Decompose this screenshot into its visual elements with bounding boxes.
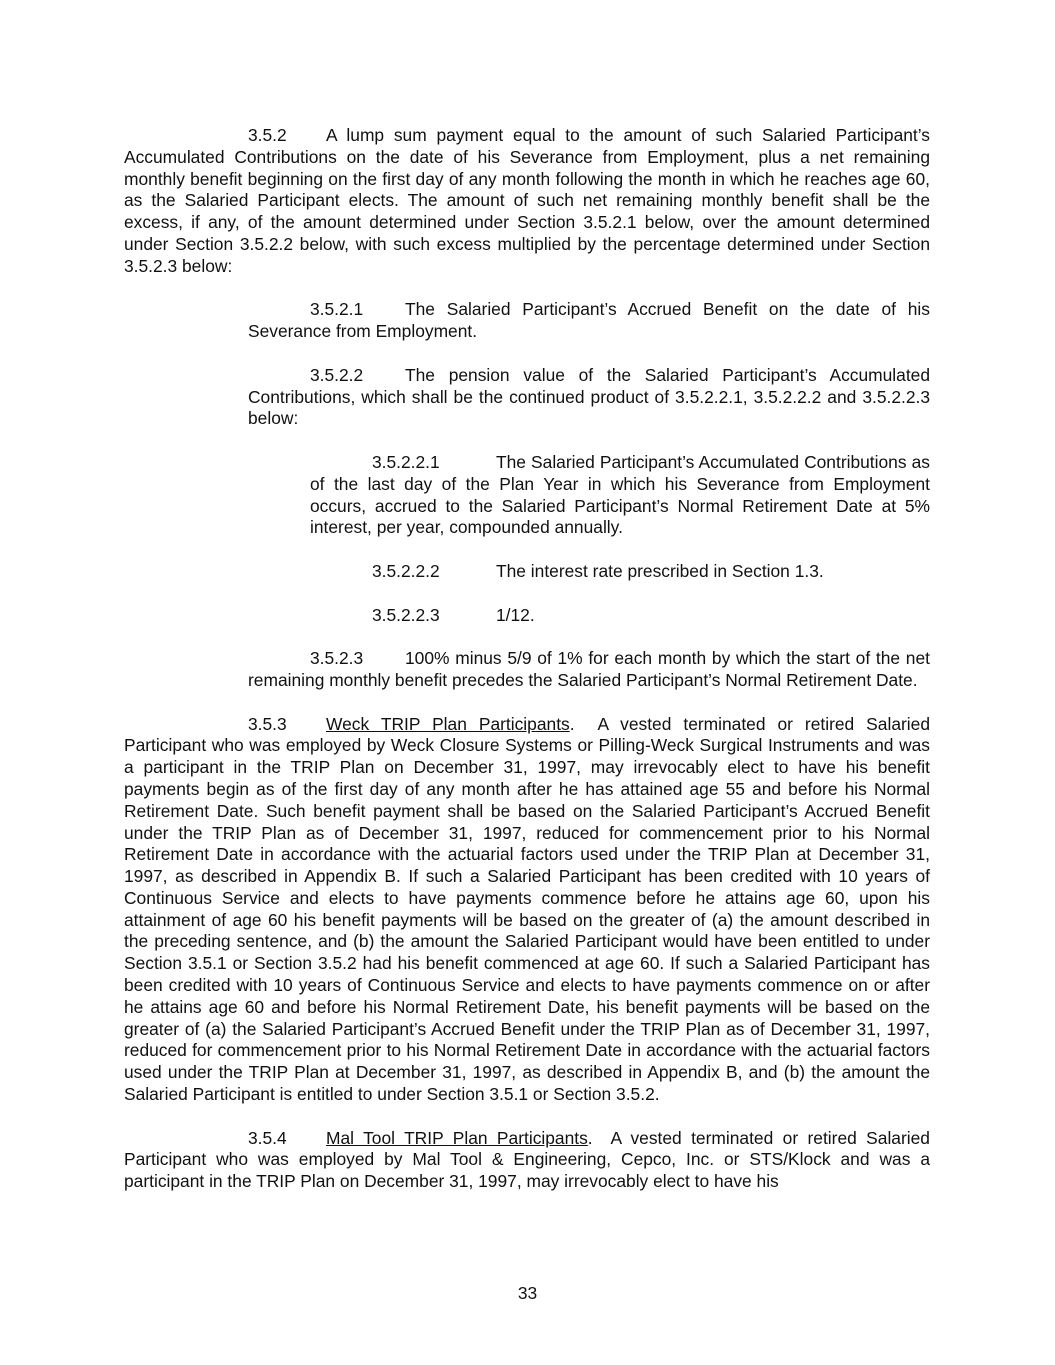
section-heading: Weck TRIP Plan Participants [326,713,570,734]
section-text: A vested terminated or retired Salaried Participant who was employed by Weck Closure Systems or Pilling-Weck Surgical Instruments and was a participant in the TRIP Plan on December 31, 1997, may irrevocably elect to have his benefit payments begin as of the first day of any month after he has attained age 55 and before his Normal Retirement Date. Such benefit payment shall be based on the Salaried Participant’s Accrued Benefit under the TRIP Plan as of December 31, 1997, reduced for commencement prior to his Normal Retirement Date in accordance with the actuarial factors used under the TRIP Plan at December 31, 1997, as described in Appendix B. If such a Salaried Participant has been credited with 10 years of Continuous Service and elects to have payments commence before he attains age 60, upon his attainment of age 60 his benefit payments will be based on the greater of (a) the amount described in the preceding sentence, and (b) the amount the Salaried Participant would have been entitled to under Section 3.5.1 or Section 3.5.2 had his benefit commenced at age 60. If such a Salaried Participant has been credited with 10 years of Continuous Service and elects to have payments commence on or after he attains age 60 and before his Normal Retirement Date, his benefit payments will be based on the greater of (a) the Salaried Participant’s Accrued Benefit under the TRIP Plan as of December 31, 1997, reduced for commencement prior to his Normal Retirement Date in accordance with the actuarial factors used under the TRIP Plan at December 31, 1997, as described in Appendix B, and (b) the amount the Salaried Participant is entitled to under Section 3.5.1 or Section 3.5.2. [124,713,930,1105]
section-text: 100% minus 5/9 of 1% for each month by which the start of the net remaining monthly benefit precedes the Salaried Participant’s Normal Retirement Date. [248,648,930,690]
section-3-5-2-2 [248,365,930,430]
section-heading-end: . [569,713,575,734]
section-text: 1/12. [496,604,535,625]
section-number: 3.5.4 [248,1127,287,1148]
section-number: 3.5.2.2 [310,364,364,385]
section-number: 3.5.2.2.2 [372,560,440,581]
section-3-5-2-3 [248,648,930,692]
section-text: The Salaried Participant’s Accumulated Contributions as of the last day of the Plan Year in which his Severance from Employment occurs, accrued to the Salaried Participant’s Normal Retirement Date at 5% interest, per year, compounded annually. [310,451,930,538]
section-3-5-2 [124,125,930,278]
section-number: 3.5.2.2.1 [372,451,440,472]
section-text: The Salaried Participant’s Accrued Benefit on the date of his Severance from Employment. [248,299,930,342]
section-number: 3.5.3 [248,713,287,734]
section-3-5-2-1 [248,299,930,343]
page-number: 33 [517,1283,538,1303]
section-3-5-4 [124,1128,930,1193]
section-text: The interest rate prescribed in Section 1.3. [496,560,824,581]
document-page [124,125,930,1193]
section-number: 3.5.2.3 [310,648,364,669]
section-text: A lump sum payment equal to the amount of such Salaried Participant’s Accumulated Contributions on the date of his Severance from Employment, plus a net remaining monthly benefit beginning on the first day of any month following the month in which he reaches age 60, as the Salaried Participant elects. The amount of such net remaining monthly benefit shall be the excess, if any, of the amount determined under Section 3.5.2.1 below, over the amount determined under Section 3.5.2.2 below, with such excess multiplied by the percentage determined under Section 3.5.2.3 below: [124,125,930,276]
section-text: The pension value of the Salaried Participant’s Accumulated Contributions, which shall be the continued product of 3.5.2.2.1, 3.5.2.2.2 and 3.5.2.2.3 below: [248,364,930,429]
section-number: 3.5.2.1 [310,299,364,320]
section-text: A vested terminated or retired Salaried Participant who was employed by Mal Tool & Engineering, Cepco, Inc. or STS/Klock and was a participant in the TRIP Plan on December 31, 1997, may irrevocably elect to have his [124,1127,930,1192]
section-number: 3.5.2.2.3 [372,604,440,625]
section-heading-end: . [587,1127,593,1148]
section-3-5-3 [124,714,930,1106]
section-3-5-2-2-3 [372,605,930,627]
section-heading: Mal Tool TRIP Plan Participants [326,1127,588,1148]
section-3-5-2-2-1 [310,452,930,539]
section-3-5-2-2-2 [372,561,930,583]
section-number: 3.5.2 [248,125,287,145]
